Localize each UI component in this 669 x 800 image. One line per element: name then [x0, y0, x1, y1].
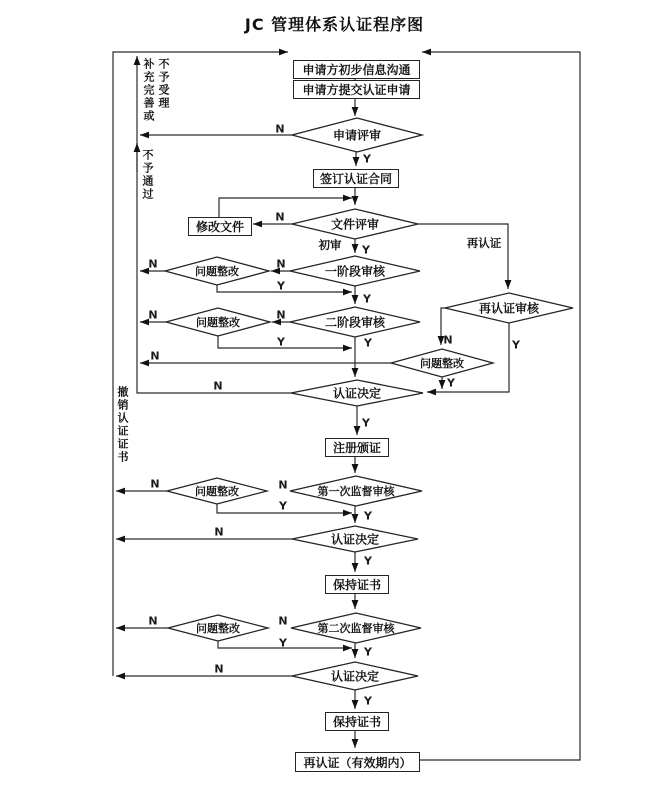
branch-label-y: Y [362, 416, 370, 430]
branch-label-y: Y [364, 509, 372, 523]
branch-label-y: Y [363, 292, 371, 306]
branch-label-n: N [150, 477, 160, 491]
branch-label-n: N [443, 333, 453, 347]
branch-label-y: Y [279, 499, 287, 513]
branch-label-n: N [275, 122, 285, 136]
decision-rectify-1: 问题整改 [195, 265, 239, 278]
branch-label-n: N [213, 379, 223, 393]
decision-document-review: 文件评审 [330, 217, 380, 232]
decision-rectify-2: 问题整改 [196, 316, 240, 329]
branch-label-y: Y [364, 694, 372, 708]
side-label-not-passed: 不予通过 [141, 149, 154, 201]
decision-surveillance-1: 第一次监督审核 [317, 485, 395, 498]
branch-label-n: N [278, 614, 288, 628]
decision-stage1-audit: 一阶段审核 [324, 264, 386, 279]
branch-label-y: Y [512, 338, 520, 352]
branch-label-n: N [150, 349, 160, 363]
side-label-revoke-certificate: 撤销认证证书 [116, 386, 129, 464]
decision-rectify-3: 问题整改 [195, 485, 239, 498]
node-register-issue-cert: 注册颁证 [325, 438, 389, 457]
branch-label-n: N [214, 662, 224, 676]
node-keep-cert-1: 保持证书 [325, 575, 389, 594]
branch-label-n: N [214, 525, 224, 539]
branch-label-y: Y [363, 152, 371, 166]
side-label-not-accepted: 不予受理 [157, 58, 170, 110]
branch-label-n: N [276, 308, 286, 322]
branch-label-n: N [275, 210, 285, 224]
branch-label-y: Y [447, 376, 455, 390]
decision-cert-decision-2: 认证决定 [330, 532, 380, 547]
node-recertification: 再认证（有效期内） [295, 752, 420, 772]
branch-label-y: Y [364, 645, 372, 659]
decision-cert-decision-1: 认证决定 [332, 386, 382, 401]
branch-label-n: N [148, 614, 158, 628]
decision-surveillance-2: 第二次监督审核 [317, 622, 395, 635]
node-modify-documents: 修改文件 [188, 217, 252, 236]
branch-label-initial-audit: 初审 [318, 238, 342, 252]
decision-rectify-4: 问题整改 [196, 622, 240, 635]
decision-rectify-recert: 问题整改 [420, 357, 464, 370]
branch-label-y: Y [364, 336, 372, 350]
node-keep-cert-2: 保持证书 [325, 712, 389, 731]
node-submit-application: 申请方提交认证申请 [293, 80, 420, 99]
decision-recert-audit: 再认证审核 [478, 301, 540, 316]
branch-label-n: N [148, 308, 158, 322]
branch-label-n: N [276, 257, 286, 271]
branch-label-y: Y [277, 279, 285, 293]
node-sign-contract: 签订认证合同 [313, 169, 399, 188]
side-label-supplement-improve: 补充完善或 [142, 58, 155, 123]
decision-application-review: 申请评审 [332, 128, 382, 143]
branch-label-y: Y [279, 636, 287, 650]
branch-label-n: N [278, 478, 288, 492]
branch-label-y: Y [364, 554, 372, 568]
branch-label-y: Y [277, 335, 285, 349]
branch-label-y: Y [362, 243, 370, 257]
decision-stage2-audit: 二阶段审核 [324, 315, 386, 330]
decision-cert-decision-3: 认证决定 [330, 669, 380, 684]
diagram-title: JC 管理体系认证程序图 [244, 15, 425, 34]
branch-label-recertification: 再认证 [466, 236, 502, 250]
node-initial-communication: 申请方初步信息沟通 [293, 60, 420, 79]
branch-label-n: N [148, 257, 158, 271]
